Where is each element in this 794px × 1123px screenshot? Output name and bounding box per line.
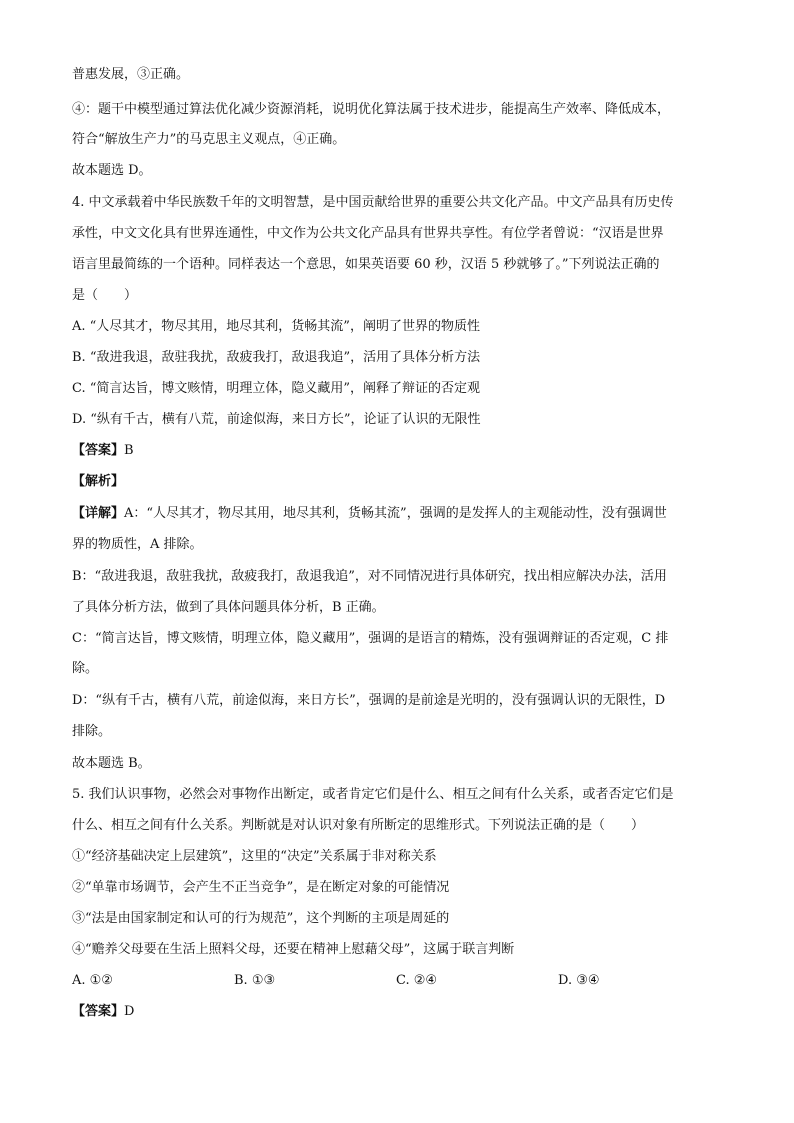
- q4-option-d: D. “纵有千古，横有八荒，前途似海，来日方长”，论证了认识的无限性: [72, 412, 481, 427]
- q4-option-a: A. “人尽其才，物尽其用，地尽其利，货畅其流”，阐明了世界的物质性: [72, 319, 480, 334]
- q4-explanation-line: B：“敌进我退，敌驻我扰，敌疲我打，敌退我追”，对不同情况进行具体研究，找出相应解决办法，活用: [72, 569, 667, 584]
- q3-text-line: 符合“解放生产力”的马克思主义观点，④正确。: [72, 132, 346, 147]
- q4-option-c: C. “简言达旨，博文赅情，明理立体，隐义藏用”，阐释了辩证的否定观: [72, 381, 481, 396]
- q4-stem-line: 4. 中文承载着中华民族数千年的文明智慧，是中国贡献给世界的重要公共文化产品。中文产品具有历史传: [72, 195, 674, 210]
- q4-stem-line: 是（ ）: [72, 288, 138, 303]
- detail-tag: 【详解】: [72, 506, 125, 521]
- answer-tag: 【答案】: [72, 1004, 125, 1019]
- q5-choices: [72, 972, 732, 990]
- q5-choice-a: A. ①②: [72, 973, 113, 988]
- answer-tag: 【答案】: [72, 443, 125, 458]
- q5-statement-1: ①“经济基础决定上层建筑”，这里的“决定”关系属于非对称关系: [72, 849, 437, 864]
- q5-answer: [72, 1003, 732, 1021]
- answer-value: D: [124, 1004, 135, 1019]
- q4-analysis-heading: [72, 473, 732, 491]
- q3-conclusion: 故本题选 D。: [72, 163, 152, 178]
- answer-value: B: [124, 443, 134, 458]
- q4-explanation-line: 了具体分析方法，做到了具体问题具体分析，B 正确。: [72, 600, 385, 615]
- q3-text-line: ④：题干中模型通过算法优化减少资源消耗，说明优化算法属于技术进步，能提高生产效率、降低成本，: [72, 102, 671, 117]
- q5-choice-b: B. ①③: [234, 973, 276, 988]
- q5-statement-2: ②“单靠市场调节，会产生不正当竞争”，是在断定对象的可能情况: [72, 880, 450, 895]
- q4-stem-line: 语言里最简练的一个语种。同样表达一个意思，如果英语要 60 秒，汉语 5 秒就够了。”下列说法正确的: [72, 257, 660, 272]
- q4-answer: [72, 442, 732, 460]
- q4-explanation-line: [72, 505, 732, 523]
- q4-explanation-line: D：“纵有千古，横有八荒，前途似海，来日方长”，强调的是前途是光明的，没有强调认识的无限性，D: [72, 693, 666, 708]
- q5-choice-c: C. ②④: [396, 973, 438, 988]
- q4-explanation-line: 排除。: [72, 724, 112, 739]
- q5-choice-d: D. ③④: [558, 973, 600, 988]
- q4-explanation-line: 界的物质性，A 排除。: [72, 537, 203, 552]
- q5-stem-line: 5. 我们认识事物，必然会对事物作出断定，或者肯定它们是什么、相互之间有什么关系，或者否定它们是: [72, 787, 674, 802]
- q5-statement-3: ③“法是由国家制定和认可的行为规范”，这个判断的主项是周延的: [72, 911, 450, 926]
- analysis-tag: 【解析】: [72, 474, 125, 489]
- explanation-text: A：“人尽其才，物尽其用，地尽其利，货畅其流”，强调的是发挥人的主观能动性，没有强调世: [124, 506, 667, 521]
- q4-option-b: B. “敌进我退，敌驻我扰，敌疲我打，敌退我追”，活用了具体分析方法: [72, 350, 481, 365]
- q3-text-line: 普惠发展，③正确。: [72, 67, 190, 82]
- q4-explanation-line: 除。: [72, 661, 99, 676]
- q4-conclusion: 故本题选 B。: [72, 756, 151, 771]
- q4-explanation-line: C：“简言达旨，博文赅情，明理立体，隐义藏用”，强调的是语言的精炼，没有强调辩证的否定观，C 排: [72, 631, 669, 646]
- q5-statement-4: ④“赡养父母要在生活上照料父母，还要在精神上慰藉父母”，这属于联言判断: [72, 942, 515, 957]
- q4-stem-line: 承性，中文文化具有世界连通性，中文作为公共文化产品具有世界共享性。有位学者曾说：“汉语是世界: [72, 226, 664, 241]
- q5-stem-line: 什么、相互之间有什么关系。判断就是对认识对象有所断定的思维形式。下列说法正确的是（ ）: [72, 818, 645, 833]
